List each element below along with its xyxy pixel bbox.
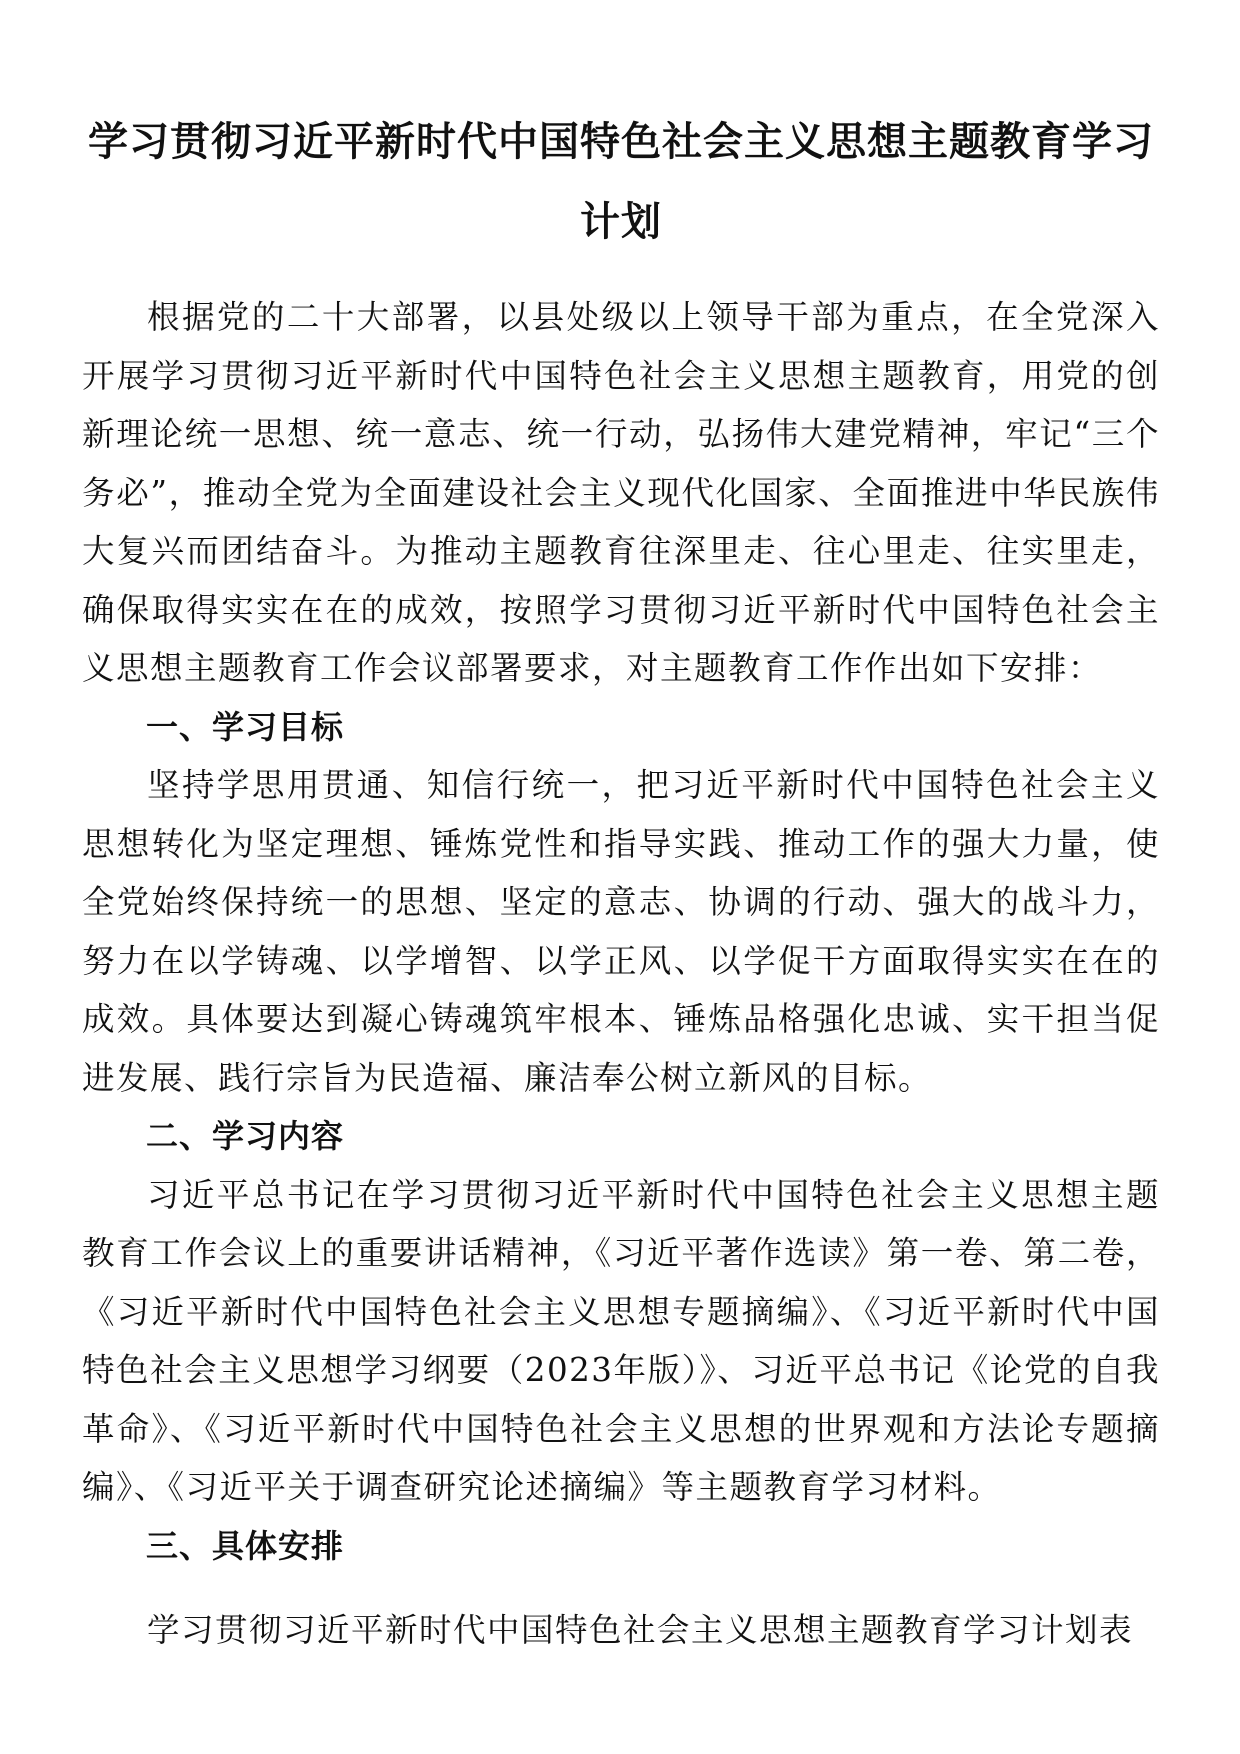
section-text-goals: 坚持学思用贯通、知信行统一，把习近平新时代中国特色社会主义思想转化为坚定理想、锤炼党性和指导实践、推动工作的强大力量，使全党始终保持统一的思想、坚定的意志、协调的行动、强大的战斗力，努力在以学铸魂、以学增智、以学正风、以学促干方面取得实实在在的成效。具体要达到凝心铸魂筑牢根本、锤炼品格强化忠诚、实干担当促进发展、践行宗旨为民造福、廉洁奉公树立新风的目标。 (82, 766, 1160, 1097)
document-title: 学习贯彻习近平新时代中国特色社会主义思想主题教育学习计划 (88, 119, 1154, 245)
intro-paragraph: 根据党的二十大部署，以县处级以上领导干部为重点，在全党深入开展学习贯彻习近平新时代中国特色社会主义思想主题教育，用党的创新理论统一思想、统一意志、统一行动，弘扬伟大建党精神，牢记“三个务必”，推动全党为全面建设社会主义现代化国家、全面推进中华民族伟大复兴而团结奋斗。为推动主题教育往深里走、往心里走、往实里走，确保取得实实在在的成效，按照学习贯彻习近平新时代中国特色社会主义思想主题教育工作会议部署要求，对主题教育工作作出如下安排： (82, 298, 1160, 687)
section-heading-goals: 一、学习目标 (146, 707, 345, 746)
section-text-content: 习近平总书记在学习贯彻习近平新时代中国特色社会主义思想主题教育工作会议上的重要讲话精神，《习近平著作选读》第一卷、第二卷，《习近平新时代中国特色社会主义思想专题摘编》、《习近平新时代中国特色社会主义思想学习纲要（2023年版）》、习近平总书记《论党的自我革命》、《习近平新时代中国特色社会主义思想的世界观和方法论专题摘编》、《习近平关于调查研究论述摘编》等主题教育学习材料。 (82, 1175, 1160, 1506)
section-heading-arrangement: 三、具体安排 (146, 1526, 345, 1565)
section-heading-content: 二、学习内容 (146, 1117, 345, 1155)
table-caption: 学习贯彻习近平新时代中国特色社会主义思想主题教育学习计划表 (147, 1611, 1134, 1649)
